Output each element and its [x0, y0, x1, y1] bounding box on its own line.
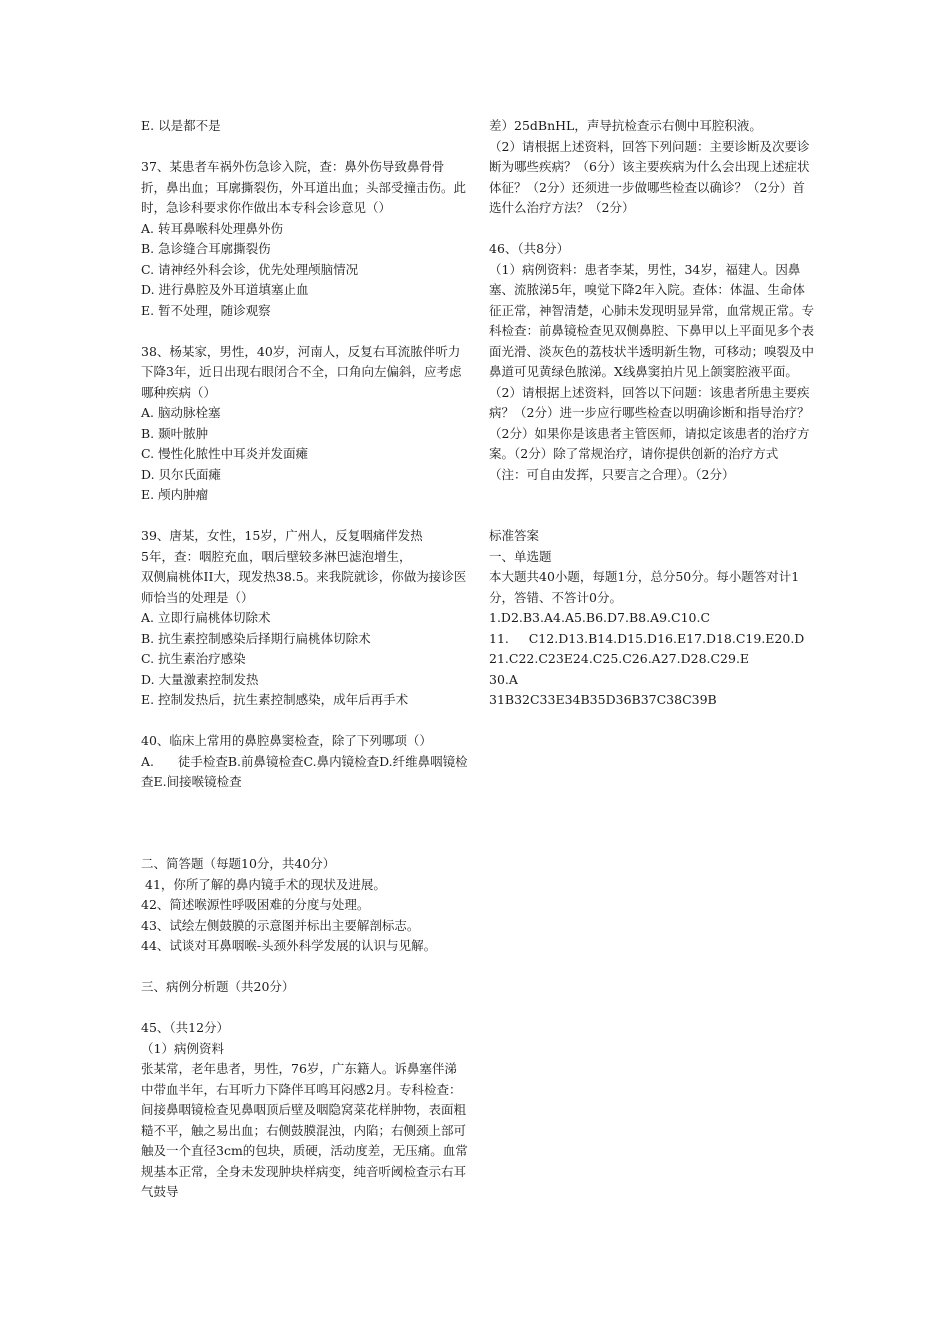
q46-part2: （2）请根据上述资料，回答以下问题：该患者所患主要疾病？（2分）进一步应行哪些检查以明确诊断和指导治疗？（2分）如果你是该患者主管医师，请拟定该患者的治疗方案。（2分）除了常规治疗，请你提供创新的治疗方式（注：可自由发挥，只要言之合理）。（2分） — [489, 384, 810, 482]
q44: 44、试谈对耳鼻咽喉-头颈外科学发展的认识与见解。 — [141, 938, 437, 953]
q45-head: 45、（共12分） — [141, 1020, 230, 1035]
q39-option-e: E. 控制发热后，抗生素控制感染，成年后再手术 — [141, 692, 409, 707]
q43: 43、试绘左侧鼓膜的示意图并标出主要解剖标志。 — [141, 917, 420, 933]
answer-key-desc: 本大题共40小题，每题1分，总分50分。每小题答对计1分，答错、不答计0分。 — [489, 569, 800, 605]
answer-key-section: 一、单选题 — [489, 548, 552, 564]
q37-option-c: C. 请神经外科会诊，优先处理颅脑情况 — [141, 261, 359, 277]
q42: 42、简述喉源性呼吸困难的分度与处理。 — [141, 897, 370, 912]
q41: 41，你所了解的鼻内镜手术的现状及进展。 — [145, 876, 386, 892]
question-45 — [141, 1018, 469, 1203]
question-46 — [489, 239, 815, 485]
right-column — [489, 116, 815, 711]
q45-continuation: 差）25dBnHL，声导抗检查示右侧中耳腔积液。 — [489, 118, 762, 133]
q45-case-body: 张某常，老年患者，男性，76岁，广东籍人。诉鼻塞伴涕中带血半年，右耳听力下降伴耳鸣耳闷感2月。专科检查：间接鼻咽镜检查见鼻咽顶后壁及咽隐窝菜花样肿物，表面粗糙不平，触之易出血；右侧鼓膜混浊，内陷；右侧颈上部可触及一个直径3cm的包块，质硬，活动度差，无压痛。血常规基本正常，全身未发现肿块样病变，纯音听阈检查示右耳气鼓导 — [141, 1061, 468, 1199]
section-3-title: 三、病例分析题（共20分） — [141, 979, 295, 994]
q39-option-b: B. 抗生素控制感染后择期行扁桃体切除术 — [141, 630, 371, 646]
q38-option-a: A. 脑动脉栓塞 — [141, 405, 221, 420]
q46-part1: （1）病例资料：患者李某，男性，34岁，福建人。因鼻塞、流脓涕5年，嗅觉下降2年入院。查体：体温、生命体征正常，神智清楚，心肺未发现明显异常，血常规正常。专科检查：前鼻镜检查见双侧鼻腔、下鼻甲以上平面见多个表面光滑、淡灰色的荔枝状半透明新生物，可移动；嗅裂及中鼻道可见黄绿色脓涕。X线鼻窦拍片见上颌窦腔液平面。 — [489, 261, 815, 379]
q37-stem: 37、某患者车祸外伤急诊入院，查：鼻外伤导致鼻骨骨折，鼻出血；耳廓撕裂伤，外耳道出血；头部受撞击伤。此时，急诊科要求你作做出本专科会诊意见（） — [141, 159, 467, 215]
question-38 — [141, 342, 469, 506]
answer-line-3: 21.C22.C23E24.C25.C26.A27.D28.C29.E — [489, 651, 750, 666]
q38-stem: 38、杨某家，男性，40岁，河南人，反复右耳流脓伴听力下降3年，近日出现右眼闭合不全，口角向左偏斜，应考虑哪种疾病（） — [141, 343, 462, 400]
answer-line-5: 31B32C33E34B35D36B37C38C39B — [489, 692, 717, 707]
answer-line-1: 1.D2.B3.A4.A5.B6.D7.B8.A9.C10.C — [489, 610, 711, 625]
question-37 — [141, 157, 469, 321]
q38-option-b: B. 颞叶脓肿 — [141, 425, 209, 441]
q45-part2: （2）请根据上述资料，回答下列问题：主要诊断及次要诊断为哪些疾病？（6分）该主要疾病为什么会出现上述症状体征？（2分）还须进一步做哪些检查以确诊？（2分）首选什么治疗方法？（2分） — [489, 138, 810, 215]
section-2-title: 二、简答题（每题10分，共40分） — [141, 856, 336, 871]
q36-option-e: E. 以是都不是 — [141, 118, 221, 133]
q39-option-c: C. 抗生素治疗感染 — [141, 651, 246, 666]
section-short-answer — [141, 854, 469, 957]
question-39 — [141, 526, 469, 711]
q37-option-e: E. 暂不处理，随诊观察 — [141, 302, 271, 318]
q45-sub1: （1）病例资料 — [141, 1040, 224, 1056]
q39-stem-line-3: 双侧扁桃体II大，现发热38.5。来我院就诊，你做为接诊医师恰当的处理是（） — [141, 569, 467, 605]
q39-stem-line-1: 39、唐某，女性，15岁，广州人，反复咽痛伴发热 — [141, 528, 423, 543]
q38-option-c: C. 慢性化脓性中耳炎并发面瘫 — [141, 446, 309, 461]
q37-option-a: A. 转耳鼻喉科处理鼻外伤 — [141, 220, 283, 236]
q38-option-e: E. 颅内肿瘤 — [141, 487, 209, 502]
q39-option-d: D. 大量激素控制发热 — [141, 671, 259, 687]
answer-key — [489, 526, 815, 711]
q37-option-b: B. 急诊缝合耳廓撕裂伤 — [141, 241, 271, 256]
question-40 — [141, 731, 469, 793]
answer-key-title: 标准答案 — [489, 528, 540, 543]
q38-option-d: D. 贝尔氏面瘫 — [141, 466, 222, 482]
q40-options: A. 徒手检查B.前鼻镜检查C.鼻内镜检查D.纤维鼻咽镜检查E.间接喉镜检查 — [141, 753, 468, 789]
q40-stem: 40、临床上常用的鼻腔鼻窦检查，除了下列哪项（） — [141, 733, 432, 748]
q46-head: 46、（共8分） — [489, 241, 570, 256]
q39-stem-line-2: 5年，查：咽腔充血，咽后壁较多淋巴滤泡增生， — [141, 548, 412, 564]
q39-option-a: A. 立即行扁桃体切除术 — [141, 610, 271, 625]
answer-line-4: 30.A — [489, 671, 518, 687]
left-column — [141, 116, 469, 1203]
q37-option-d: D. 进行鼻腔及外耳道填塞止血 — [141, 282, 309, 297]
answer-line-2: 11. C12.D13.B14.D15.D16.E17.D18.C19.E20.D — [489, 630, 805, 646]
